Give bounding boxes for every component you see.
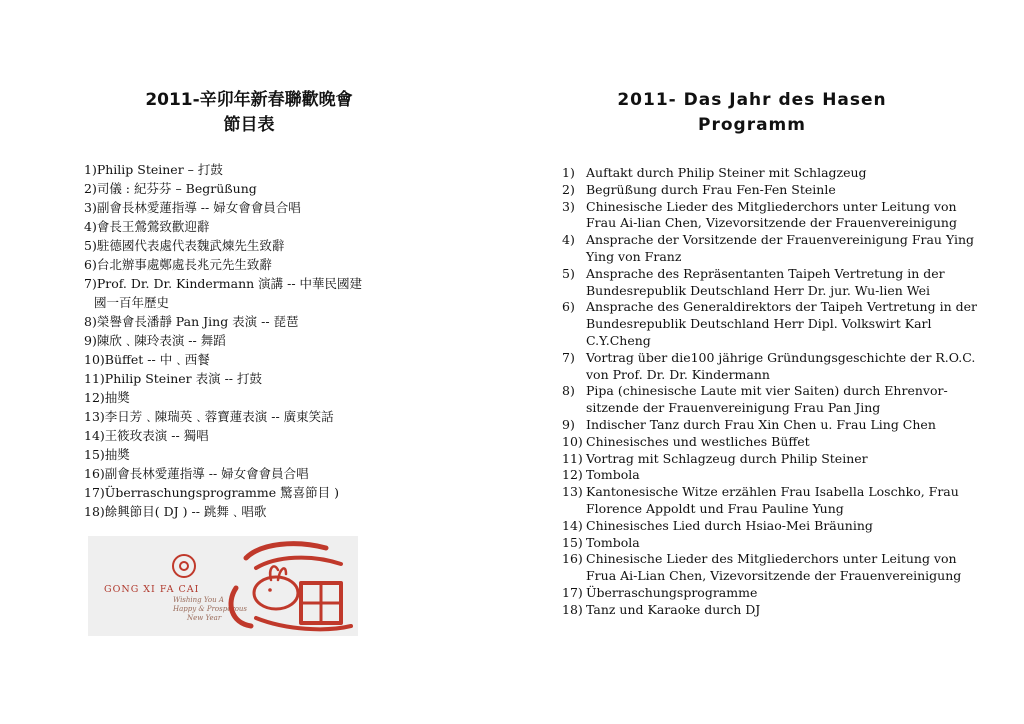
german-program-line: Ying von Franz [586, 248, 682, 264]
german-program-item [562, 199, 962, 233]
german-program-line: Chinesisches und westliches Büffet [586, 433, 810, 449]
german-program-line: Auftakt durch Philip Steiner mit Schlagzeug [586, 165, 867, 180]
chinese-program-item: 5)駐德國代表處代表魏武煉先生致辭 [84, 238, 285, 253]
chinese-program-list [84, 160, 414, 521]
german-program-line: Frua Ai-Lian Chen, Vizevorsitzende der Frauenvereinigung [586, 568, 962, 584]
german-program-line: Pipa (chinesische Laute mit vier Saiten) durch Ehrenvor- [586, 383, 948, 399]
german-program-list [562, 165, 977, 619]
german-title [562, 88, 942, 138]
german-program-line: Kantonesische Witze erzählen Frau Isabella Loschko, Frau [586, 484, 959, 500]
chinese-title [84, 88, 414, 138]
german-program-text [586, 518, 962, 535]
german-program-item [562, 299, 977, 349]
chinese-program-item: 13)李日芳﹑陳瑞英﹑蓉寶蓮表演 -- 廣東笑話 [84, 409, 334, 424]
chinese-program-item: 1)Philip Steiner – 打鼓 [84, 162, 223, 177]
chinese-program-item: 7)Prof. Dr. Dr. Kindermann 演講 -- 中華民國建 [84, 276, 363, 291]
german-program-text [586, 484, 962, 518]
german-program-item [562, 182, 962, 199]
german-program-line: Tanz und Karaoke durch DJ [586, 601, 761, 617]
german-program-number: 17) [562, 584, 583, 600]
german-program-item [562, 434, 962, 451]
german-program-line: Tombola [586, 534, 640, 550]
german-program-text [586, 585, 962, 602]
german-program-item [562, 484, 962, 518]
german-program-number: 3) [562, 198, 575, 214]
german-program-line: Florence Appoldt und Frau Pauline Yung [586, 500, 844, 516]
chinese-program-item: 4)會長王鶯鶯致歡迎辭 [84, 219, 210, 234]
greeting-card-image [88, 536, 358, 636]
german-program-item [562, 467, 962, 484]
german-program-line: Chinesische Lieder des Mitgliederchors unter Leitung von [586, 198, 957, 214]
german-program-item [562, 535, 962, 552]
german-title-line2: Programm [698, 115, 806, 135]
german-program-text [586, 417, 962, 434]
chinese-program-item: 17)Überraschungsprogramme 驚喜節目 ) [84, 485, 339, 500]
chinese-program-item: 國一百年歷史 [94, 295, 170, 310]
german-program-line: von Prof. Dr. Dr. Kindermann [586, 366, 770, 382]
german-program-line: Ansprache der Vorsitzende der Frauenvereinigung Frau Ying [586, 232, 975, 248]
german-program-text [586, 182, 962, 199]
german-program-item [562, 602, 962, 619]
german-program-line: Ansprache des Repräsentanten Taipeh Vertretung in der [586, 265, 945, 281]
german-program-line: Begrüßung durch Frau Fen-Fen Steinle [586, 181, 836, 197]
chinese-program-item: 16)副會長林愛蓮指導 -- 婦女會會員合唱 [84, 466, 309, 481]
german-program-text [586, 451, 962, 468]
german-program-item [562, 451, 962, 468]
seal-icon [172, 554, 196, 578]
german-program-item [562, 417, 962, 434]
german-program-line: C.Y.Cheng [586, 332, 651, 348]
german-program-item [562, 232, 975, 266]
chinese-title-line2: 節目表 [223, 115, 275, 135]
german-program-text [586, 602, 962, 619]
german-program-line: Chinesische Lieder des Mitgliederchors unter Leitung von [586, 551, 957, 567]
german-program-text [586, 467, 962, 484]
german-program-text [586, 299, 977, 349]
german-program-item [562, 383, 962, 417]
german-program-text [586, 350, 975, 384]
chinese-program-item: 3)副會長林愛蓮指導 -- 婦女會會員合唱 [84, 200, 301, 215]
german-program-number: 9) [562, 416, 575, 432]
german-program-line: Überraschungsprogramme [586, 584, 758, 600]
german-program-line: Bundesrepublik Deutschland Herr Dipl. Volkswirt Karl [586, 316, 932, 332]
chinese-program-item: 9)陳欣﹑陳玲表演 -- 舞蹈 [84, 333, 226, 348]
german-program-line: Indischer Tanz durch Frau Xin Chen u. Frau Ling Chen [586, 416, 936, 432]
rabbit-calligraphy-icon [216, 538, 356, 634]
german-program-number: 6) [562, 299, 575, 315]
german-program-item [562, 585, 962, 602]
german-program-number: 16) [562, 551, 583, 567]
chinese-program-item: 8)榮譽會長潘靜 Pan Jing 表演 -- 琵琶 [84, 314, 299, 329]
german-program-line: Vortrag über die100 jährige Gründungsgeschichte der R.O.C. [586, 349, 976, 365]
chinese-program-item: 14)王筱玫表演 -- 獨唱 [84, 428, 209, 443]
german-program-number: 7) [562, 349, 575, 365]
german-program-number: 13) [562, 484, 583, 500]
german-program-item [562, 165, 962, 182]
card-title: GONG XI FA CAI [104, 584, 200, 595]
german-program-line: Frau Ai-lian Chen, Vizevorsitzende der Frauenvereinigung [586, 215, 957, 231]
german-program-text [586, 266, 962, 300]
german-program-text [586, 199, 962, 233]
german-program-number: 18) [562, 601, 583, 617]
german-program-text [586, 535, 962, 552]
german-program-number: 1) [562, 165, 575, 180]
german-program-text [586, 551, 962, 585]
chinese-program-item: 18)餘興節目( DJ ) -- 跳舞﹑唱歌 [84, 504, 267, 519]
german-program-item [562, 266, 962, 300]
german-program-line: Vortrag mit Schlagzeug durch Philip Steiner [586, 450, 868, 466]
german-program-number: 11) [562, 450, 583, 466]
german-program-line: Bundesrepublik Deutschland Herr Dr. jur. Wu-lien Wei [586, 282, 931, 298]
german-program-number: 2) [562, 181, 575, 197]
german-program-number: 12) [562, 467, 583, 483]
german-program-text [586, 383, 962, 417]
german-program-line: Chinesisches Lied durch Hsiao-Mei Bräuning [586, 517, 873, 533]
chinese-program-item: 12)抽奬 [84, 390, 130, 405]
card-line3: New Year [187, 614, 222, 622]
chinese-program-item: 11)Philip Steiner 表演 -- 打鼓 [84, 371, 262, 386]
card-line1: Wishing You A [173, 596, 224, 604]
german-program-number: 8) [562, 383, 575, 399]
chinese-title-line1: 2011-辛卯年新春聯歡晚會 [145, 90, 353, 110]
german-program-number: 15) [562, 534, 583, 550]
german-program-text [586, 232, 974, 266]
german-program-line: sitzende der Frauenvereinigung Frau Pan Jing [586, 400, 881, 416]
chinese-program-item: 15)抽奬 [84, 447, 130, 462]
german-program-text [586, 434, 962, 451]
german-program-text [586, 165, 962, 182]
german-program-number: 4) [562, 232, 575, 248]
chinese-program-item: 6)台北辦事處鄭處長兆元先生致辭 [84, 257, 272, 272]
german-program-item [562, 518, 962, 535]
chinese-program-item: 10)Büffet -- 中﹑西餐 [84, 352, 210, 367]
german-title-line1: 2011- Das Jahr des Hasen [617, 90, 887, 110]
german-program-item [562, 551, 962, 585]
german-program-line: Tombola [586, 467, 640, 483]
german-program-number: 10) [562, 433, 583, 449]
chinese-program-item: 2)司儀 : 紀芬芬 – Begrüßung [84, 181, 257, 196]
german-program-item [562, 349, 976, 384]
german-program-line: Ansprache des Generaldirektors der Taipeh Vertretung in der [586, 299, 977, 315]
card-line2: Happy & Prosperous [173, 605, 248, 613]
german-program-number: 5) [562, 265, 575, 281]
german-program-number: 14) [562, 517, 583, 533]
